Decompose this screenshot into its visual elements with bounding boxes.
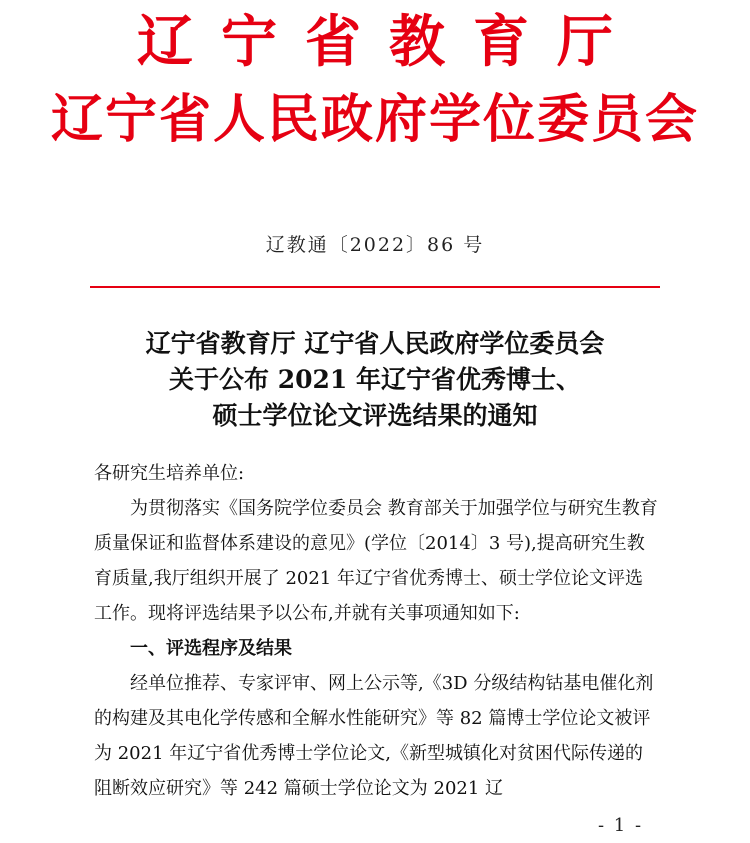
title-line-3: 硕士学位论文评选结果的通知 <box>212 401 538 430</box>
section-heading-1: 一、评选程序及结果 <box>130 638 292 659</box>
title-line-2: 关于公布 2021 年辽宁省优秀博士、 <box>169 365 581 394</box>
document-body <box>94 456 660 806</box>
document-title <box>0 326 750 434</box>
title-line-1: 辽宁省教育厅 辽宁省人民政府学位委员会 <box>145 329 605 358</box>
paragraph-results: 经单位推荐、专家评审、网上公示等,《3D 分级结构钴基电催化剂的构建及其电化学传感和全解水性能研究》等 82 篇博士学位论文被评为 2021 年辽宁省优秀博士学位论文,《新型城镇化对贫困代际传递的阻断效应研究》等 242 篇硕士学位论文为 2021 辽 <box>94 673 654 799</box>
page-number: - 1 - <box>598 815 644 836</box>
issuer-header-degree-committee: 辽宁省人民政府学位委员会 <box>50 89 699 150</box>
paragraph-intro: 为贯彻落实《国务院学位委员会 教育部关于加强学位与研究生教育质量保证和监督体系建设的意见》(学位〔2014〕3 号),提高研究生教育质量,我厅组织开展了 2021 年辽宁省优秀博士、硕士学位论文评选工作。现将评选结果予以公布,并就有关事项通知如下: <box>94 498 658 624</box>
red-divider-line <box>90 286 660 288</box>
document-number: 辽教通〔2022〕86 号 <box>265 234 485 256</box>
salutation: 各研究生培养单位: <box>94 463 245 484</box>
issuer-header-education-department: 辽宁省教育厅 <box>137 9 641 75</box>
